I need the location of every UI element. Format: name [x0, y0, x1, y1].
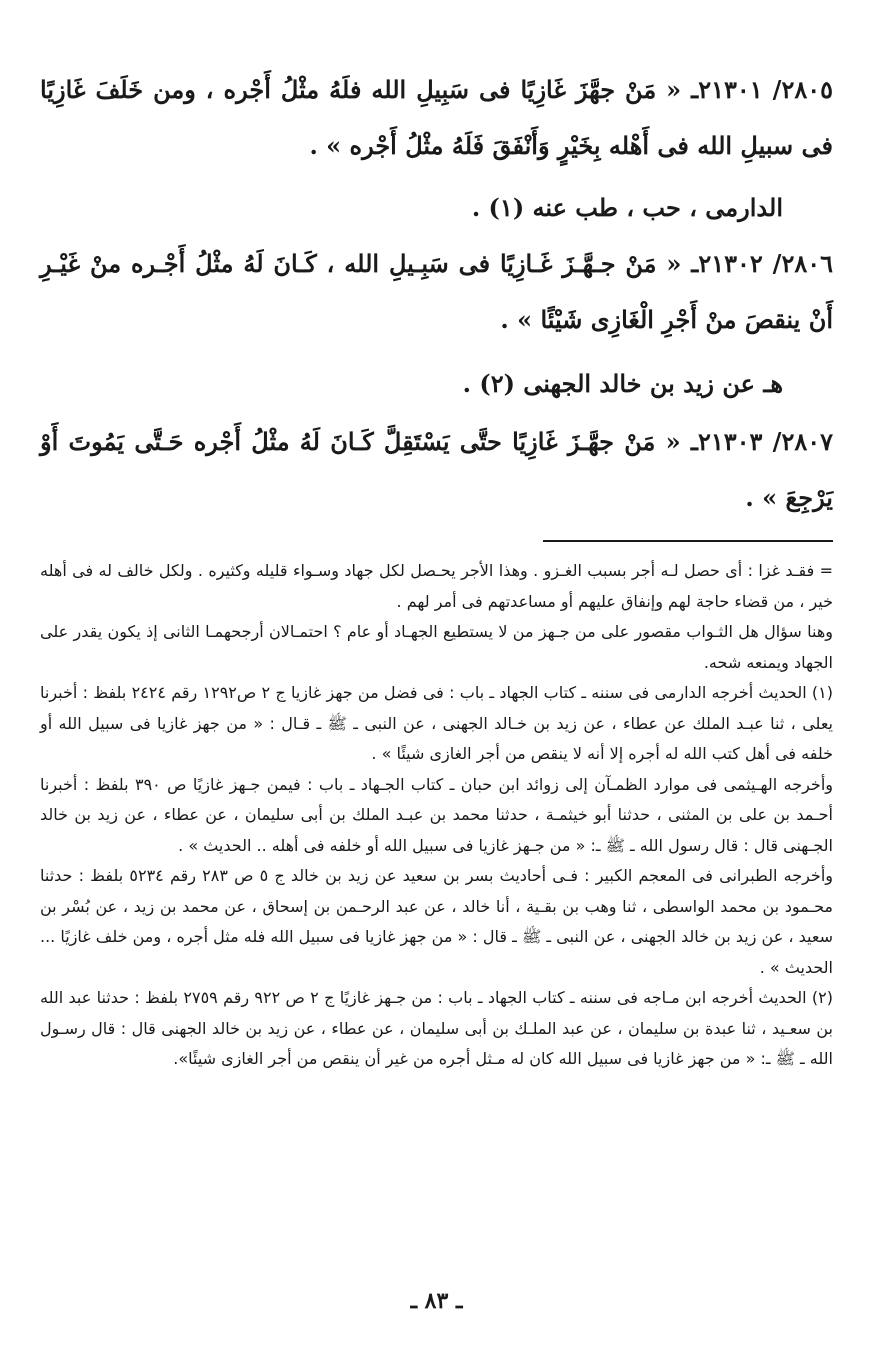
page-number: ـ ٨٣ ـ: [410, 1288, 463, 1314]
footnotes: [40, 556, 833, 1075]
hadith-2805: ٢٨٠٥/ ٢١٣٠١ـ « مَنْ جهَّزَ غَازِيًا فى سَبِيلِ الله فلَهُ مثْلُ أَجْره ، ومن خَلَفَ غَازِيًا فى سبيلِ الله فى أَهْله بِخَيْرٍ وَأَنْفَقَ فَلَهُ مثْلُ أَجْره » .: [40, 75, 834, 160]
footnote-1-haythami: وأخرجه الهـيثمى فى موارد الظمـآن إلى زوائد ابن حبان ـ كتاب الجـهاد ـ باب : فيمن جـهز غازيًا ص ٣٩٠ بلفظ : أخبرنا أحـمد بن على بن المثنى ، حدثنا أبو خيثمـة ، حدثنا محمد بن عبـد الملك بن أبى سليمان ، عن عطاء ، عن زيد بن خالد الجـهنى قال : قال رسول الله ـ ﷺ ـ: « من جـهز غازيا فى سبيل الله أو خلفه فى أهله .. الحديث » .: [40, 774, 833, 855]
footnote-question: وهنا سؤال هل الثـواب مقصور على من جـهز من لا يستطيع الجهـاد أو عام ؟ احتمـالان أرجحهمـا الثانى إذ يكون يقدر على الجهاد ويمنعه شحه.: [40, 622, 833, 672]
hadith-2806-source: هـ عن زيد بن خالد الجهنى (٢) .: [462, 369, 783, 398]
footnote-1: (١) الحديث أخرجه الدارمى فى سننه ـ كتاب الجهاد ـ باب : فى فضل من جهز غازيا ج ٢ ص١٢٩٢ رقم ٢٤٢٤ بلفظ : أخبرنا يعلى ، ثنا عبـد الملك عن عطاء ، عن زيد بن خـالد الجهنى ، عن النبى ـ ﷺ ـ قـال : « من جهز غازيا فى سبيل الله أو خلفه فى أهل كتب الله له أجره إلا أنه لا ينقص من أجر الغازى شيئًا » .: [40, 683, 834, 763]
hadith-2807: ٢٨٠٧/ ٢١٣٠٣ـ « مَنْ جهَّـزَ غَازِيًا حتَّى يَسْتَقِلَّ كَـانَ لَهُ مثْلُ أَجْره حَـتَّى يَمُوتَ أَوْ يَرْجِعَ » .: [40, 427, 833, 512]
hadith-2805-source: الدارمى ، حب ، طب عنه (١) .: [471, 193, 783, 222]
footnote-2: (٢) الحديث أخرجه ابن مـاجه فى سننه ـ كتاب الجهاد ـ باب : من جـهز غازيًا ج ٢ ص ٩٢٢ رقم ٢٧٥٩ بلفظ : حدثنا عبد الله بن سعـيد ، ثنا عبدة بن سليمان ، عن عبد الملـك بن أبى سليمان ، عن عطاء ، عن زيد بن خالد الجهنى قال : قال رسـول الله ـ ﷺ ـ: « من جهز غازيا فى سبيل الله كان له مـثل أجره من غير أن ينقص من أجر الغازى شيئًا».: [40, 988, 834, 1068]
footnote-continuation: = فقـد غزا : أى حصل لـه أجر بسبب الغـزو . وهذا الأجر يحـصل لكل جهاد وسـواء قليله وكثيره . ولكل خالف له فى أهله خير ، من قضاء حاجة لهم وإنفاق عليهم أو مساعدتهم فى أمر لهم .: [40, 561, 833, 611]
footnote-divider: [543, 540, 833, 542]
footnote-1-tabarani: وأخرجه الطبرانى فى المعجم الكبير : فـى أحاديث بسر بن سعيد عن زيد بن خالد ج ٥ ص ٢٨٣ رقم ٥٢٣٤ بلفظ : حدثنا محـمود بن محمد الواسطى ، ثنا وهب بن بقـية ، أنا خالد ، عن عبد الرحـمن بن إسحاق ، عن محمد بن زيد ، عن بُسْر بن سعيد ، عن زيد بن خالد الجهنى ، عن النبى ـ ﷺ ـ قال : « من جهز غازيا فى سبيل الله فله مثل أجره ، ومن خلف غازيًا ... الحديث » .: [40, 866, 833, 977]
hadith-2806: ٢٨٠٦/ ٢١٣٠٢ـ « مَنْ جـهَّـزَ غَـازِيًا فى سَبِـيلِ الله ، كَـانَ لَهُ مثْلُ أَجْـره منْ غَيْـرِ أَنْ ينقصَ منْ أَجْرِ الْغَازِى شَيْئًا » .: [40, 249, 833, 334]
